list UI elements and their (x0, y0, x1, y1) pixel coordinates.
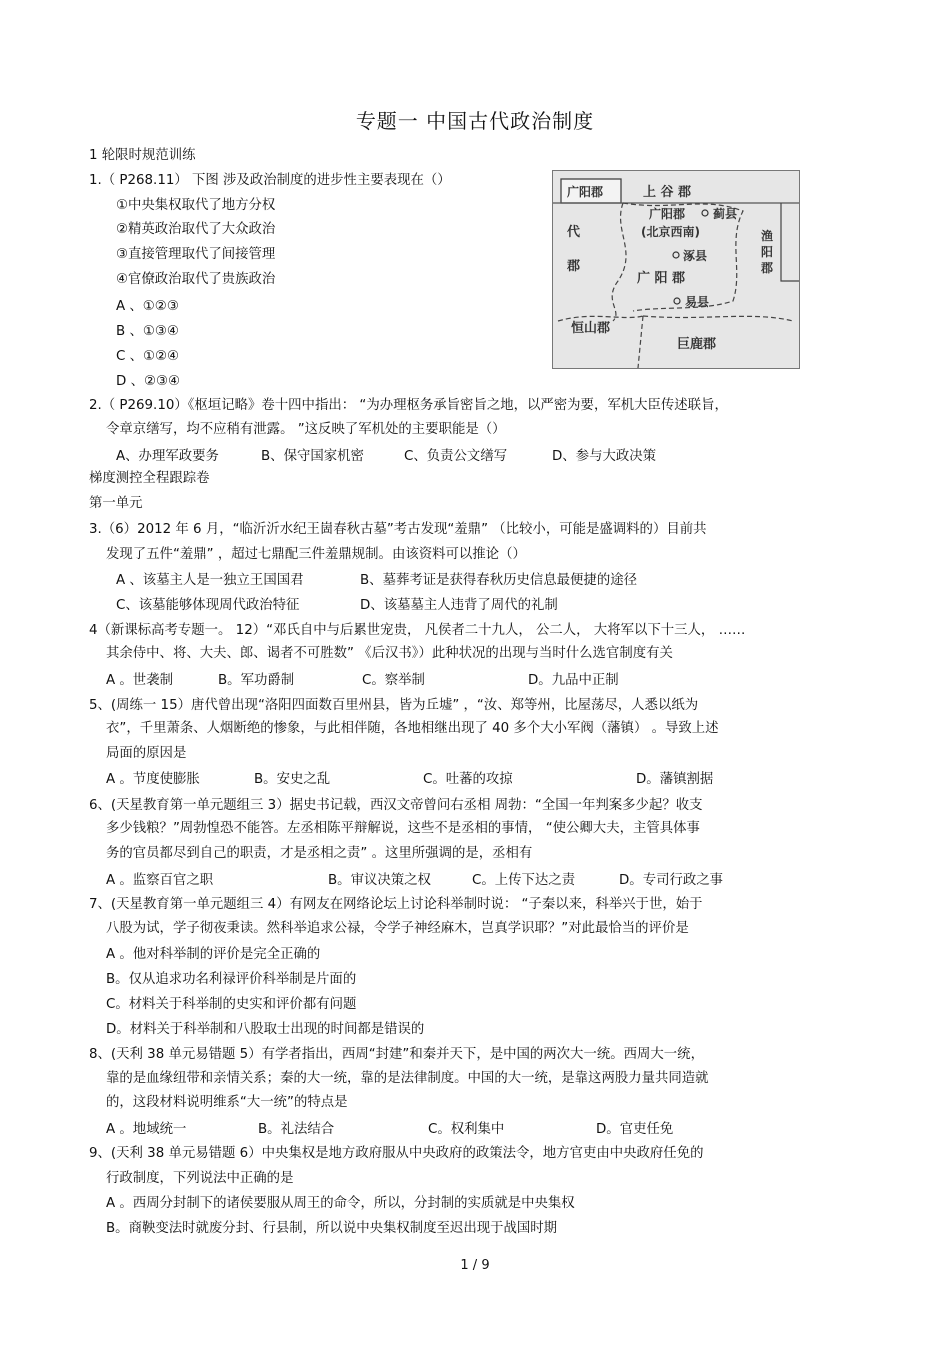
q2-option-b: B、保守国家机密 (261, 449, 364, 464)
map-label-guangyang-box: 广阳郡 (567, 185, 604, 199)
q5-line-2: 衣”，千里萧条、人烟断绝的惨象，与此相伴随，各地相继出现了 40 多个大小军阀（藩镇） 。导致上述 (106, 721, 719, 736)
map-label-shanggu: 上 谷 郡 (643, 185, 692, 200)
q4-line-2: 其余侍中、将、大夫、郎、谒者不可胜数” 《后汉书》）此种状况的出现与当时什么选官制度有关 (106, 646, 673, 661)
q3-option-c: C、该墓能够体现周代政治特征 (116, 598, 300, 613)
q1-option-a: A 、①②③ (116, 299, 179, 314)
q5-options (106, 771, 714, 789)
q1-stem: 1.（ P268.11） 下图 涉及政治制度的进步性主要表现在（） (89, 173, 451, 188)
map-label-hengshan: 恒山郡 (571, 321, 611, 336)
q6-option-d: D。专司行政之事 (619, 873, 724, 888)
map-label-julu: 巨鹿郡 (677, 337, 717, 352)
map-label-yuyang-1: 渔 (761, 229, 774, 243)
section-heading: 1 轮限时规范训练 (89, 148, 196, 163)
q6-line-3: 务的官员都尽到自己的职责，才是丞相之责” 。这里所强调的是，丞相有 (106, 846, 533, 861)
q9-option-b: B。商鞅变法时就废分封、行县制，所以说中央集权制度至迟出现于战国时期 (106, 1221, 558, 1236)
q6-option-b: B。审议决策之权 (328, 873, 431, 888)
q4-option-c: C。察举制 (362, 673, 425, 688)
q8-option-b: B。礼法结合 (258, 1122, 335, 1137)
q7-line-1: 7、(天星教育第一单元题组三 4）有网友在网络论坛上讨论科举制时说： “子秦以来，科举兴于世，始于 (89, 897, 703, 912)
q2-options (116, 448, 657, 466)
q1-option-b: B 、①③④ (116, 324, 179, 339)
q2-option-d: D、参与大政决策 (552, 449, 657, 464)
map-label-yixian: 易县 (685, 295, 710, 309)
q5-line-3: 局面的原因是 (106, 746, 187, 761)
q9-line-2: 行政制度，下列说法中正确的是 (106, 1171, 294, 1186)
q6-options (106, 872, 724, 890)
map-label-yuyang-2: 阳 (761, 245, 774, 259)
q5-option-a: A 。节度使膨胀 (106, 772, 200, 787)
q5-option-c: C。吐蕃的攻掠 (423, 772, 513, 787)
section-heading-2: 梯度测控全程跟踪卷 (89, 471, 210, 486)
map-label-guangyang-center: 广 阳 郡 (637, 271, 686, 286)
page-title: 专题一 中国古代政治制度 (355, 109, 595, 133)
q9-line-1: 9、(天利 38 单元易错题 6）中央集权是地方政府服从中央政府的政策法令，地方官吏由中央政府任免的 (89, 1146, 704, 1161)
q2-option-c: C、负责公文缮写 (404, 449, 508, 464)
map-label-dai-1: 代 (567, 225, 581, 240)
q1-option-d: D 、②③④ (116, 374, 180, 389)
q4-options (106, 672, 619, 690)
q4-line-1: 4（新课标高考专题一。 12）“邓氏自中与后累世宠贵， 凡侯者二十九人， 公二人， 大将军以下十三人， …… (89, 623, 746, 638)
q1-item-3: ③直接管理取代了间接管理 (116, 247, 276, 262)
q8-options (106, 1121, 674, 1139)
q7-option-d: D。材料关于科举制和八股取士出现的时间都是错误的 (106, 1022, 425, 1037)
q8-option-a: A 。地域统一 (106, 1122, 187, 1137)
q3-option-a: A 、该墓主人是一独立王国国君 (116, 573, 304, 588)
q7-option-b: B。仅从追求功名利禄评价科举制是片面的 (106, 972, 357, 987)
q3-line-1: 3.（6）2012 年 6 月，“临沂沂水纪王崮春秋古墓”考古发现“羞鼎” （比较小，可能是盛调料的）目前共 (89, 522, 707, 537)
q7-option-a: A 。他对科举制的评价是完全正确的 (106, 947, 321, 962)
q5-option-b: B。安史之乱 (254, 772, 331, 787)
q3-option-b: B、墓葬考证是获得春秋历史信息最便捷的途径 (360, 573, 637, 588)
q1-item-1: ①中央集权取代了地方分权 (116, 198, 276, 213)
q4-option-a: A 。世袭制 (106, 673, 173, 688)
q8-line-1: 8、(天利 38 单元易错题 5）有学者指出，西周“封建”和秦并天下，是中国的两次大一统。西周大一统， (89, 1047, 704, 1062)
historical-map (552, 170, 800, 369)
q4-option-d: D。九品中正制 (528, 673, 619, 688)
q5-option-d: D。藩镇割据 (636, 772, 714, 787)
q6-option-c: C。上传下达之责 (472, 873, 576, 888)
q2-option-a: A、办理军政要务 (116, 449, 219, 464)
q8-option-c: C。权利集中 (428, 1122, 505, 1137)
q1-item-2: ②精英政治取代了大众政治 (116, 222, 276, 237)
q1-item-4: ④官僚政治取代了贵族政治 (116, 272, 276, 287)
q7-option-c: C。材料关于科举制的史实和评价都有问题 (106, 997, 357, 1012)
q9-option-a: A 。西周分封制下的诸侯要服从周王的命令，所以，分封制的实质就是中央集权 (106, 1196, 575, 1211)
map-label-yuyang-3: 郡 (761, 261, 774, 275)
q6-option-a: A 。监察百官之职 (106, 873, 214, 888)
page-number: 1 / 9 (460, 1258, 490, 1273)
q8-line-2: 靠的是血缘纽带和亲情关系；秦的大一统，靠的是法律制度。中国的大一统，是靠这两股力量共同造就 (106, 1071, 709, 1086)
q7-line-2: 八股为试，学子彻夜秉读。然科举追求公禄，令学子神经麻木，岂真学识耶？”对此最恰当的评价是 (106, 921, 689, 936)
map-label-dai-2: 郡 (567, 259, 581, 274)
q1-option-c: C 、①②④ (116, 349, 180, 364)
q3-option-d: D、该墓墓主人违背了周代的礼制 (360, 598, 558, 613)
q3-line-2: 发现了五件“羞鼎” ，超过七鼎配三件羞鼎规制。由该资料可以推论（） (106, 547, 526, 562)
q8-option-d: D。官吏任免 (596, 1122, 674, 1137)
map-label-zhuoxian: 涿县 (683, 249, 708, 263)
q5-line-1: 5、(周练一 15）唐代曾出现“洛阳四面数百里州县，皆为丘墟” ，“汝、郑等州，比屋荡尽，人悉以纸为 (89, 698, 699, 713)
q4-option-b: B。军功爵制 (218, 673, 295, 688)
q6-line-1: 6、(天星教育第一单元题组三 3）据史书记载，西汉文帝曾问右丞相 周勃：“全国一年判案多少起？收支 (89, 798, 703, 813)
map-label-guangyang-jun: 广阳郡 (649, 207, 686, 221)
q2-line-1: 2.（ P269.10）《枢垣记略》卷十四中指出： “为办理枢务承旨密旨之地，以严密为要，军机大臣传述联旨， (89, 398, 728, 413)
unit-heading: 第一单元 (89, 496, 143, 511)
q8-line-3: 的，这段材料说明维系“大一统”的特点是 (106, 1095, 348, 1110)
q6-line-2: 多少钱粮？”周勃惶恐不能答。左丞相陈平辩解说，这些不是丞相的事情， “使公卿大夫，主管具体事 (106, 821, 700, 836)
map-label-jixian: 蓟县 (713, 207, 738, 221)
q2-line-2: 令章京缮写，均不应稍有泄露。 ”这反映了军机处的主要职能是（） (106, 422, 506, 437)
map-label-beijing: (北京西南) (641, 225, 700, 239)
